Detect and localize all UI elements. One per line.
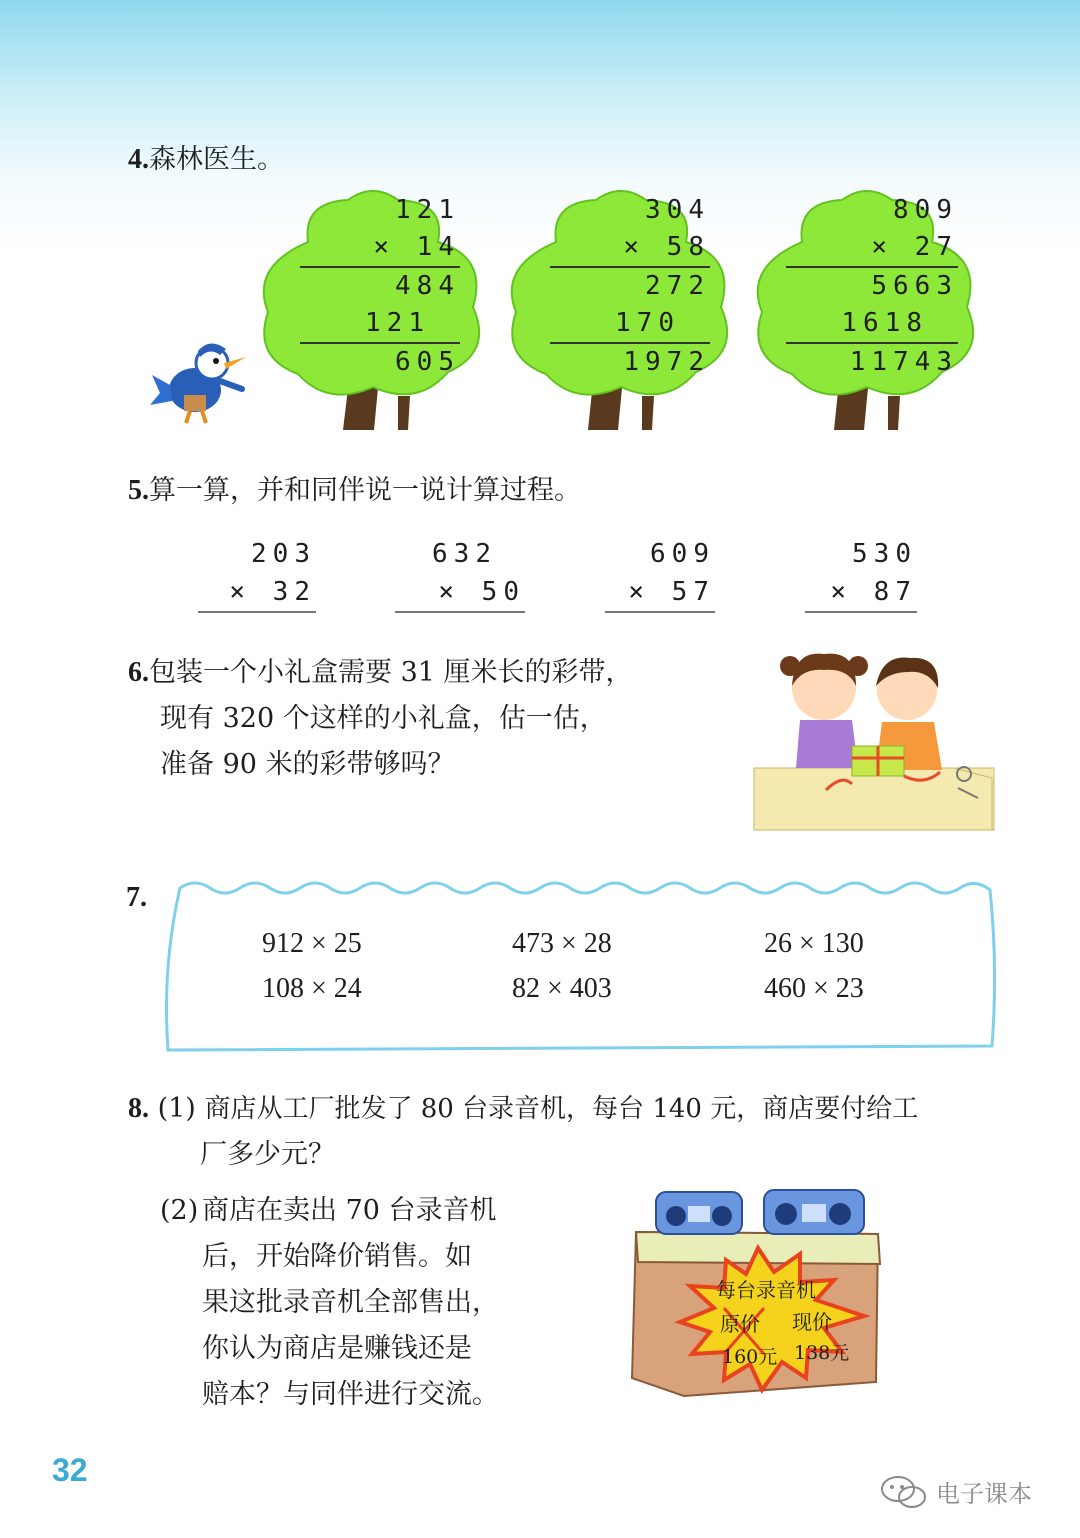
vp4-top: 530 <box>852 539 917 569</box>
q6-line-2: 现有 320 个这样的小礼盒，估一估， <box>160 703 607 734</box>
q5-heading <box>128 468 581 514</box>
vp2-top: 632 <box>432 539 497 569</box>
q7-scalloped-frame <box>160 876 1000 1056</box>
watermark-text: 电子课本 <box>936 1480 1032 1508</box>
vertical-problem-1 <box>198 535 316 613</box>
vp3-top: 609 <box>650 539 715 569</box>
q6-line-3: 准备 90 米的彩带够吗？ <box>160 749 455 780</box>
q8-part1-text-1: 商店从工厂批发了 80 台录音机，每台 140 元，商店要付给工 <box>204 1094 919 1124</box>
q7-item-2: 473 × 28 <box>512 928 612 959</box>
tree-3-partial-2: 1618 <box>841 308 928 338</box>
q7-item-5: 82 × 403 <box>512 973 612 1004</box>
sign-original-label: 原价 <box>720 1312 760 1336</box>
tree-3-multiplicand: 809 <box>893 195 958 225</box>
page-number: 32 <box>52 1452 88 1488</box>
tree-problem-1 <box>248 182 498 432</box>
sign-original-price: 160元 <box>722 1346 778 1368</box>
woodpecker-mascot-icon <box>150 335 250 425</box>
tree-3-multiplier: × 27 <box>871 232 958 262</box>
q5-title: 算一算，并和同伴说一说计算过程。 <box>149 475 581 506</box>
vp1-top: 203 <box>251 539 316 569</box>
tree-1-result: 605 <box>395 347 460 377</box>
q6-line-1 <box>128 650 633 696</box>
tree-1-multiplicand: 121 <box>395 195 460 225</box>
q6-text-1: 包装一个小礼盒需要 31 厘米长的彩带， <box>149 657 633 688</box>
tree-2-result: 1972 <box>623 347 710 377</box>
q7-item-4: 108 × 24 <box>262 973 362 1004</box>
vertical-problem-3 <box>605 535 715 613</box>
vertical-problem-4 <box>805 535 917 613</box>
vp1-bottom: × 32 <box>229 577 316 607</box>
tree-problem-3 <box>742 182 992 432</box>
tree-1-partial-1: 484 <box>395 271 460 301</box>
tree-2-multiplicand: 304 <box>645 195 710 225</box>
vertical-problem-2 <box>395 535 525 613</box>
q5-number: 5. <box>128 475 149 506</box>
tree-2-partial-2: 170 <box>615 308 680 338</box>
q7-number: 7. <box>126 882 147 913</box>
tree-1-partial-2: 121 <box>365 308 430 338</box>
q8-part1-line-1 <box>128 1086 918 1132</box>
tree-3-result: 11743 <box>849 347 958 377</box>
q8-part1-line-2: 厂多少元？ <box>200 1139 335 1170</box>
wechat-icon <box>880 1475 928 1509</box>
q7-item-6: 460 × 23 <box>764 973 864 1004</box>
q7-item-1: 912 × 25 <box>262 928 362 959</box>
q8-part2-line-4: 你认为商店是赚钱还是 <box>202 1333 472 1364</box>
q8-part2-line-3: 果这批录音机全部售出， <box>202 1287 499 1318</box>
tree-problem-2 <box>496 182 746 432</box>
sign-title: 每台录音机 <box>716 1278 816 1302</box>
q8-part2-line-2: 后，开始降价销售。如 <box>202 1241 472 1272</box>
q4-title: 森林医生。 <box>149 144 284 175</box>
q8-part2-line-5: 赔本？与同伴进行交流。 <box>202 1379 499 1410</box>
tree-1-multiplier: × 14 <box>373 232 460 262</box>
vp2-bottom: × 50 <box>438 577 525 607</box>
q4-number: 4. <box>128 144 149 175</box>
q8-part2-line-1: 商店在卖出 70 台录音机 <box>202 1195 497 1226</box>
watermark <box>880 1474 1032 1509</box>
vp4-bottom: × 87 <box>830 577 917 607</box>
children-wrapping-gift-illustration <box>752 648 997 833</box>
sign-current-price: 138元 <box>794 1342 850 1364</box>
q8-number: 8. <box>128 1093 149 1124</box>
tree-2-multiplier: × 58 <box>623 232 710 262</box>
q6-number: 6. <box>128 657 149 688</box>
q8-part1-label: (1) <box>157 1093 196 1124</box>
sign-current-label: 现价 <box>792 1310 832 1334</box>
q4-heading <box>128 137 284 183</box>
tree-2-partial-1: 272 <box>645 271 710 301</box>
q8-part2-label: (2) <box>160 1195 199 1226</box>
q7-item-3: 26 × 130 <box>764 928 864 959</box>
vp3-bottom: × 57 <box>628 577 715 607</box>
tree-3-partial-1: 5663 <box>871 271 958 301</box>
